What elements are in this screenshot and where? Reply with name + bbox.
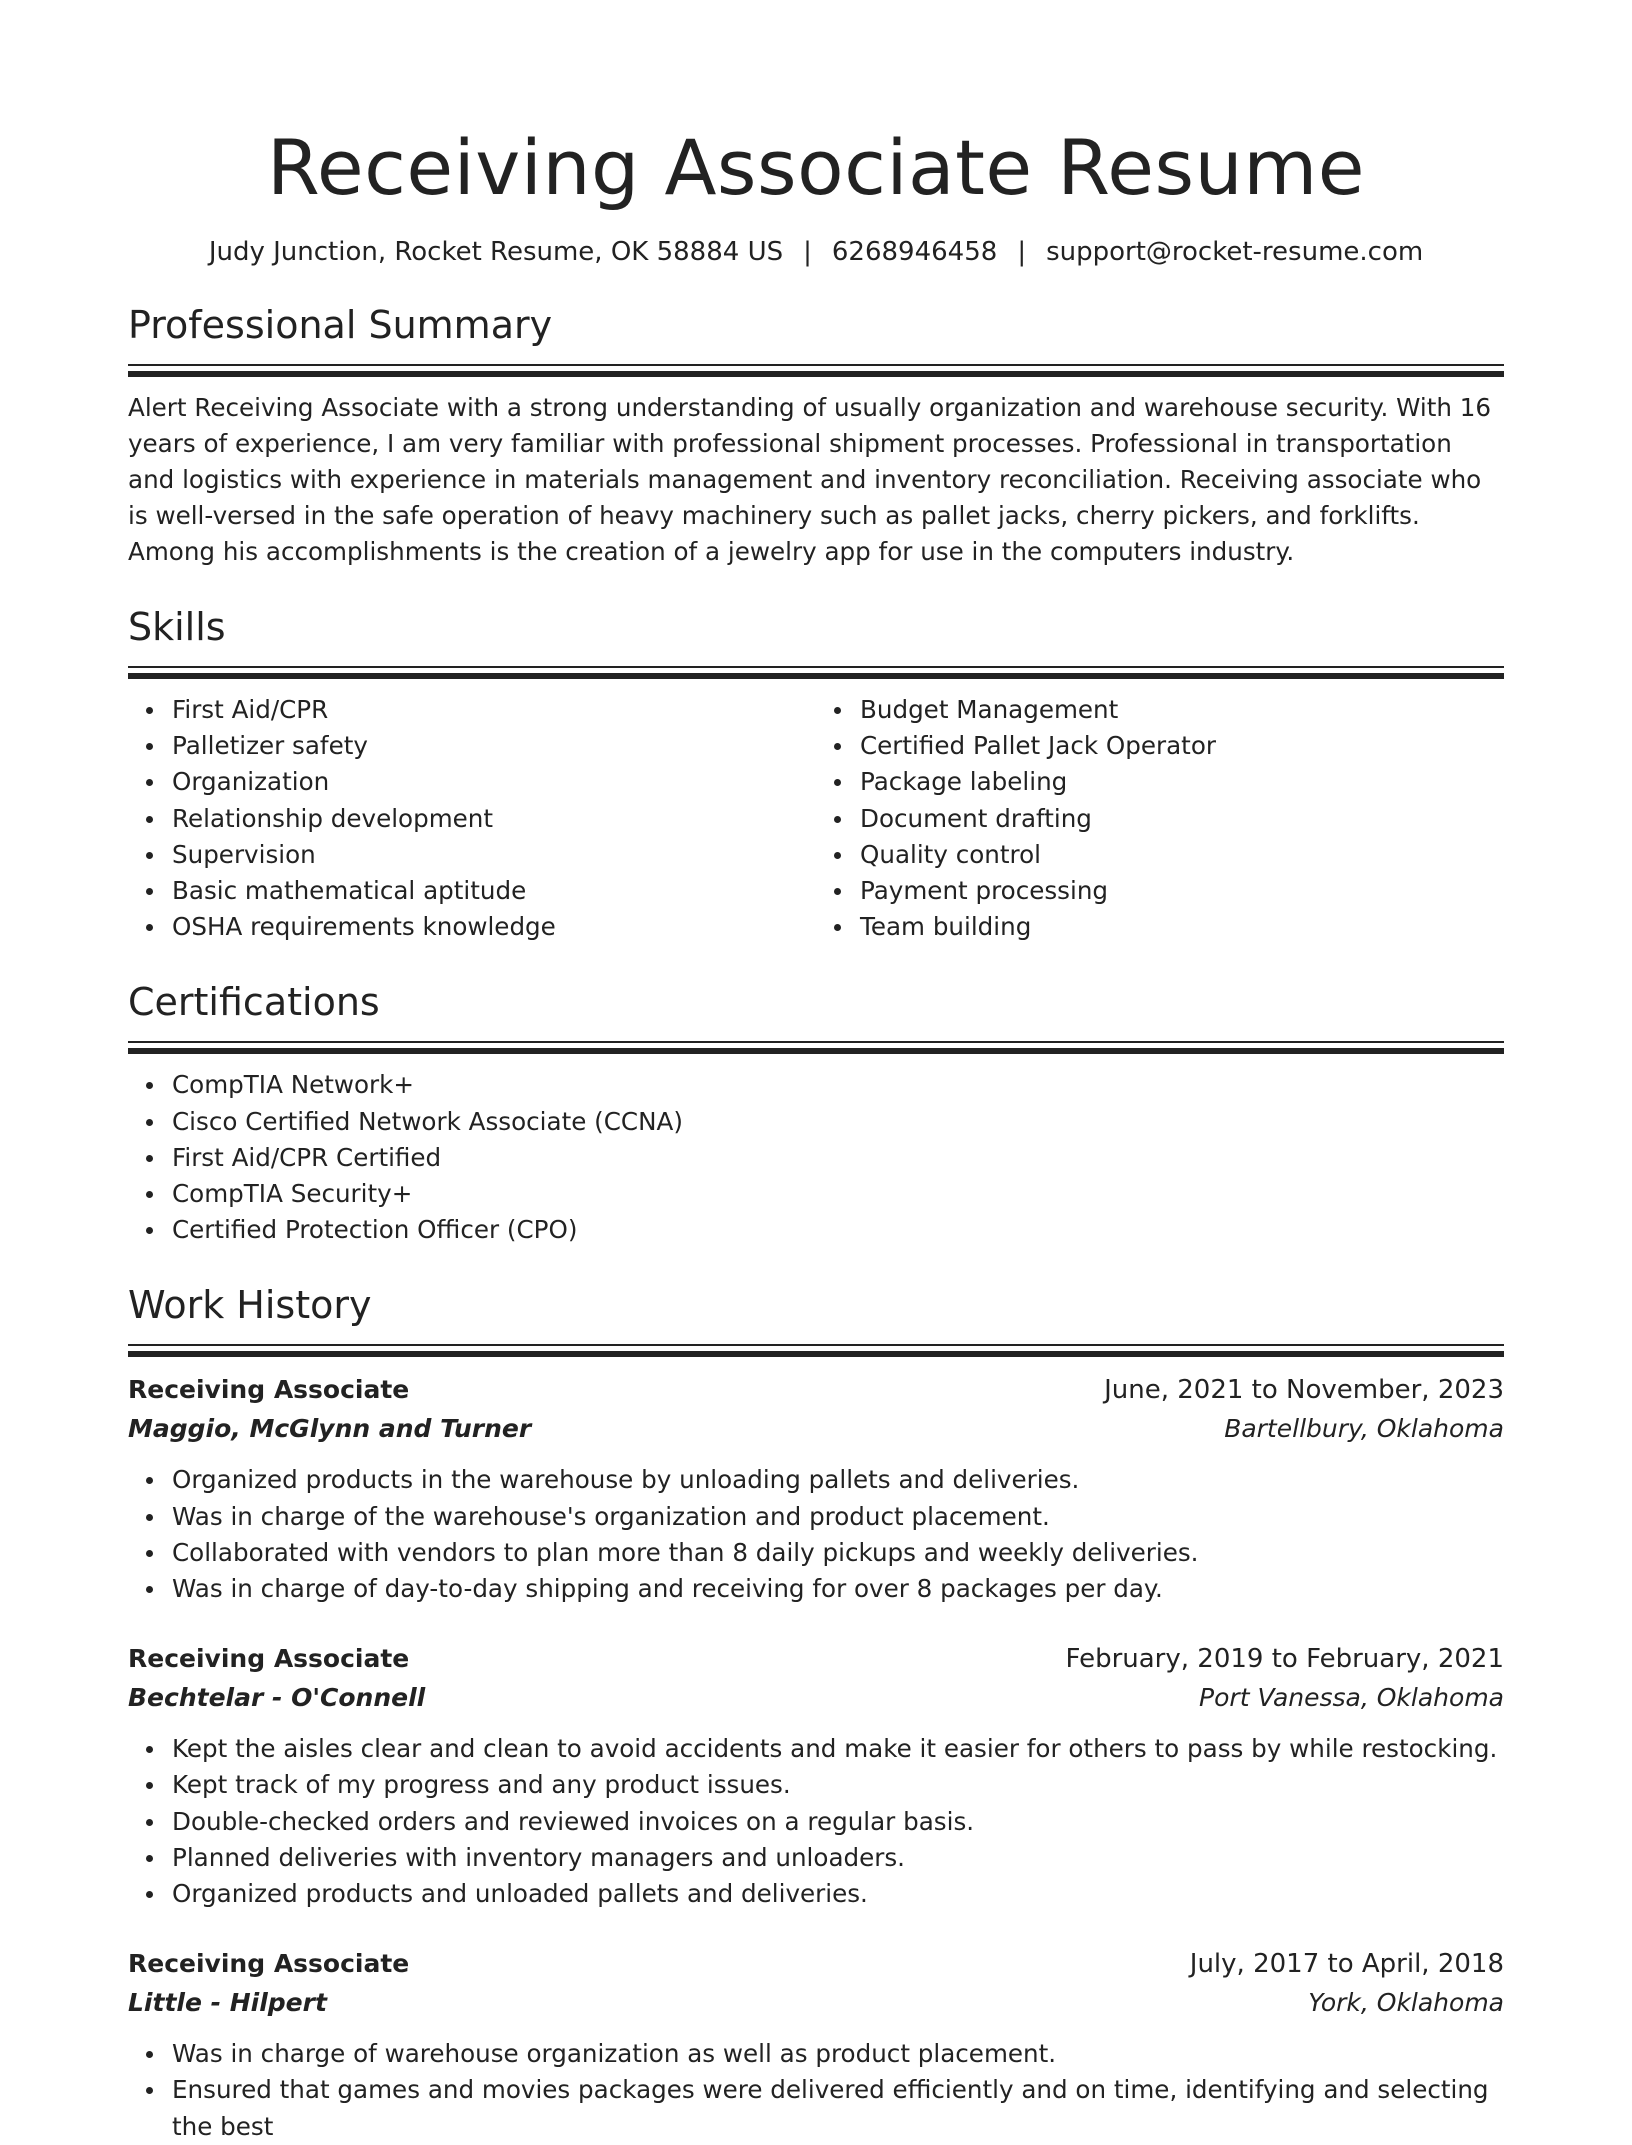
job-duty-item: Kept track of my progress and any product issues. bbox=[172, 1767, 1504, 1803]
section-divider bbox=[128, 1041, 1504, 1055]
skill-item: Document drafting bbox=[860, 801, 1504, 837]
contact-address: Judy Junction, Rocket Resume, OK 58884 US bbox=[208, 237, 784, 267]
job-location: Bartellbury, Oklahoma bbox=[1224, 1414, 1504, 1444]
skill-item: Organization bbox=[172, 764, 816, 800]
section-divider bbox=[128, 1344, 1504, 1358]
certification-item: Cisco Certified Network Associate (CCNA) bbox=[172, 1104, 1504, 1140]
job-duty-item: Planned deliveries with inventory managers and unloaders. bbox=[172, 1840, 1504, 1876]
job-title: Receiving Associate bbox=[128, 1644, 410, 1674]
skill-item: Payment processing bbox=[860, 873, 1504, 909]
job-dates: February, 2019 to February, 2021 bbox=[1065, 1644, 1504, 1675]
job-duty-item: Ensured that games and movies packages were delivered efficiently and on time, identifying and selecting the best bbox=[172, 2072, 1504, 2144]
certification-item: CompTIA Network+ bbox=[172, 1067, 1504, 1103]
job-entry bbox=[128, 1370, 1504, 1607]
job-title: Receiving Associate bbox=[128, 1949, 410, 1979]
job-dates: July, 2017 to April, 2018 bbox=[1189, 1949, 1504, 1980]
skill-item: OSHA requirements knowledge bbox=[172, 909, 816, 945]
job-duty-item: Was in charge of the warehouse's organization and product placement. bbox=[172, 1499, 1504, 1535]
job-duty-item: Was in charge of warehouse organization as well as product placement. bbox=[172, 2036, 1504, 2072]
skills-list-right bbox=[816, 692, 1504, 945]
contact-email: support@rocket-resume.com bbox=[1046, 237, 1424, 267]
job-duties bbox=[128, 1731, 1504, 1912]
certification-item: CompTIA Security+ bbox=[172, 1176, 1504, 1212]
job-location: York, Oklahoma bbox=[1308, 1988, 1504, 2018]
skills-list-left bbox=[128, 692, 816, 945]
summary-section bbox=[128, 302, 1504, 570]
certification-item: First Aid/CPR Certified bbox=[172, 1140, 1504, 1176]
contact-phone: 6268946458 bbox=[831, 237, 998, 267]
job-company: Maggio, McGlynn and Turner bbox=[128, 1414, 532, 1444]
section-divider bbox=[128, 666, 1504, 680]
contact-line bbox=[128, 236, 1504, 268]
job-duty-item: Organized products and unloaded pallets and deliveries. bbox=[172, 1876, 1504, 1912]
job-entry bbox=[128, 1944, 1504, 2145]
skill-item: Certified Pallet Jack Operator bbox=[860, 728, 1504, 764]
skill-item: Quality control bbox=[860, 837, 1504, 873]
skill-item: Basic mathematical aptitude bbox=[172, 873, 816, 909]
contact-separator: | bbox=[1017, 237, 1027, 267]
summary-heading: Professional Summary bbox=[128, 303, 553, 347]
job-entry bbox=[128, 1639, 1504, 1912]
summary-text: Alert Receiving Associate with a strong understanding of usually organization and warehouse security. With 16 years of experience, I am very familiar with professional shipment processes. Professional in transportation and logistics with experience in materials management and inventory reconciliation. Receiving associate who is well-versed in the safe operation of heavy machinery such as pallet jacks, cherry pickers, and forklifts. Among his accomplishments is the creation of a jewelry app for use in the computers industry. bbox=[128, 393, 1492, 566]
contact-separator: | bbox=[803, 237, 812, 267]
skill-item: Budget Management bbox=[860, 692, 1504, 728]
job-title: Receiving Associate bbox=[128, 1375, 410, 1405]
certifications-section bbox=[128, 979, 1504, 1248]
skill-item: Relationship development bbox=[172, 801, 816, 837]
skills-section bbox=[128, 604, 1504, 945]
work-history-heading: Work History bbox=[128, 1283, 372, 1328]
job-duty-item: Kept the aisles clear and clean to avoid accidents and make it easier for others to pass by while restocking. bbox=[172, 1731, 1504, 1767]
work-history-section bbox=[128, 1282, 1504, 2144]
certifications-heading: Certifications bbox=[128, 980, 380, 1025]
job-location: Port Vanessa, Oklahoma bbox=[1199, 1683, 1504, 1713]
job-dates: June, 2021 to November, 2023 bbox=[1104, 1375, 1504, 1406]
job-duty-item: Double-checked orders and reviewed invoices on a regular basis. bbox=[172, 1804, 1504, 1840]
certifications-list bbox=[128, 1067, 1504, 1248]
job-duty-item: Organized products in the warehouse by unloading pallets and deliveries. bbox=[172, 1462, 1504, 1498]
resume-title: Receiving Associate Resume bbox=[266, 123, 1366, 212]
skill-item: First Aid/CPR bbox=[172, 692, 816, 728]
skill-item: Team building bbox=[860, 909, 1504, 945]
job-company: Bechtelar - O'Connell bbox=[128, 1683, 426, 1713]
job-duty-item: Collaborated with vendors to plan more than 8 daily pickups and weekly deliveries. bbox=[172, 1535, 1504, 1571]
certification-item: Certified Protection Officer (CPO) bbox=[172, 1212, 1504, 1248]
section-divider bbox=[128, 364, 1504, 378]
skill-item: Palletizer safety bbox=[172, 728, 816, 764]
skills-columns bbox=[128, 680, 1504, 945]
job-company: Little - Hilpert bbox=[128, 1988, 327, 2018]
job-duties bbox=[128, 1462, 1504, 1607]
skill-item: Package labeling bbox=[860, 764, 1504, 800]
job-duties bbox=[128, 2036, 1504, 2145]
skill-item: Supervision bbox=[172, 837, 816, 873]
job-duty-item: Was in charge of day-to-day shipping and receiving for over 8 packages per day. bbox=[172, 1571, 1504, 1607]
skills-heading: Skills bbox=[128, 605, 226, 649]
